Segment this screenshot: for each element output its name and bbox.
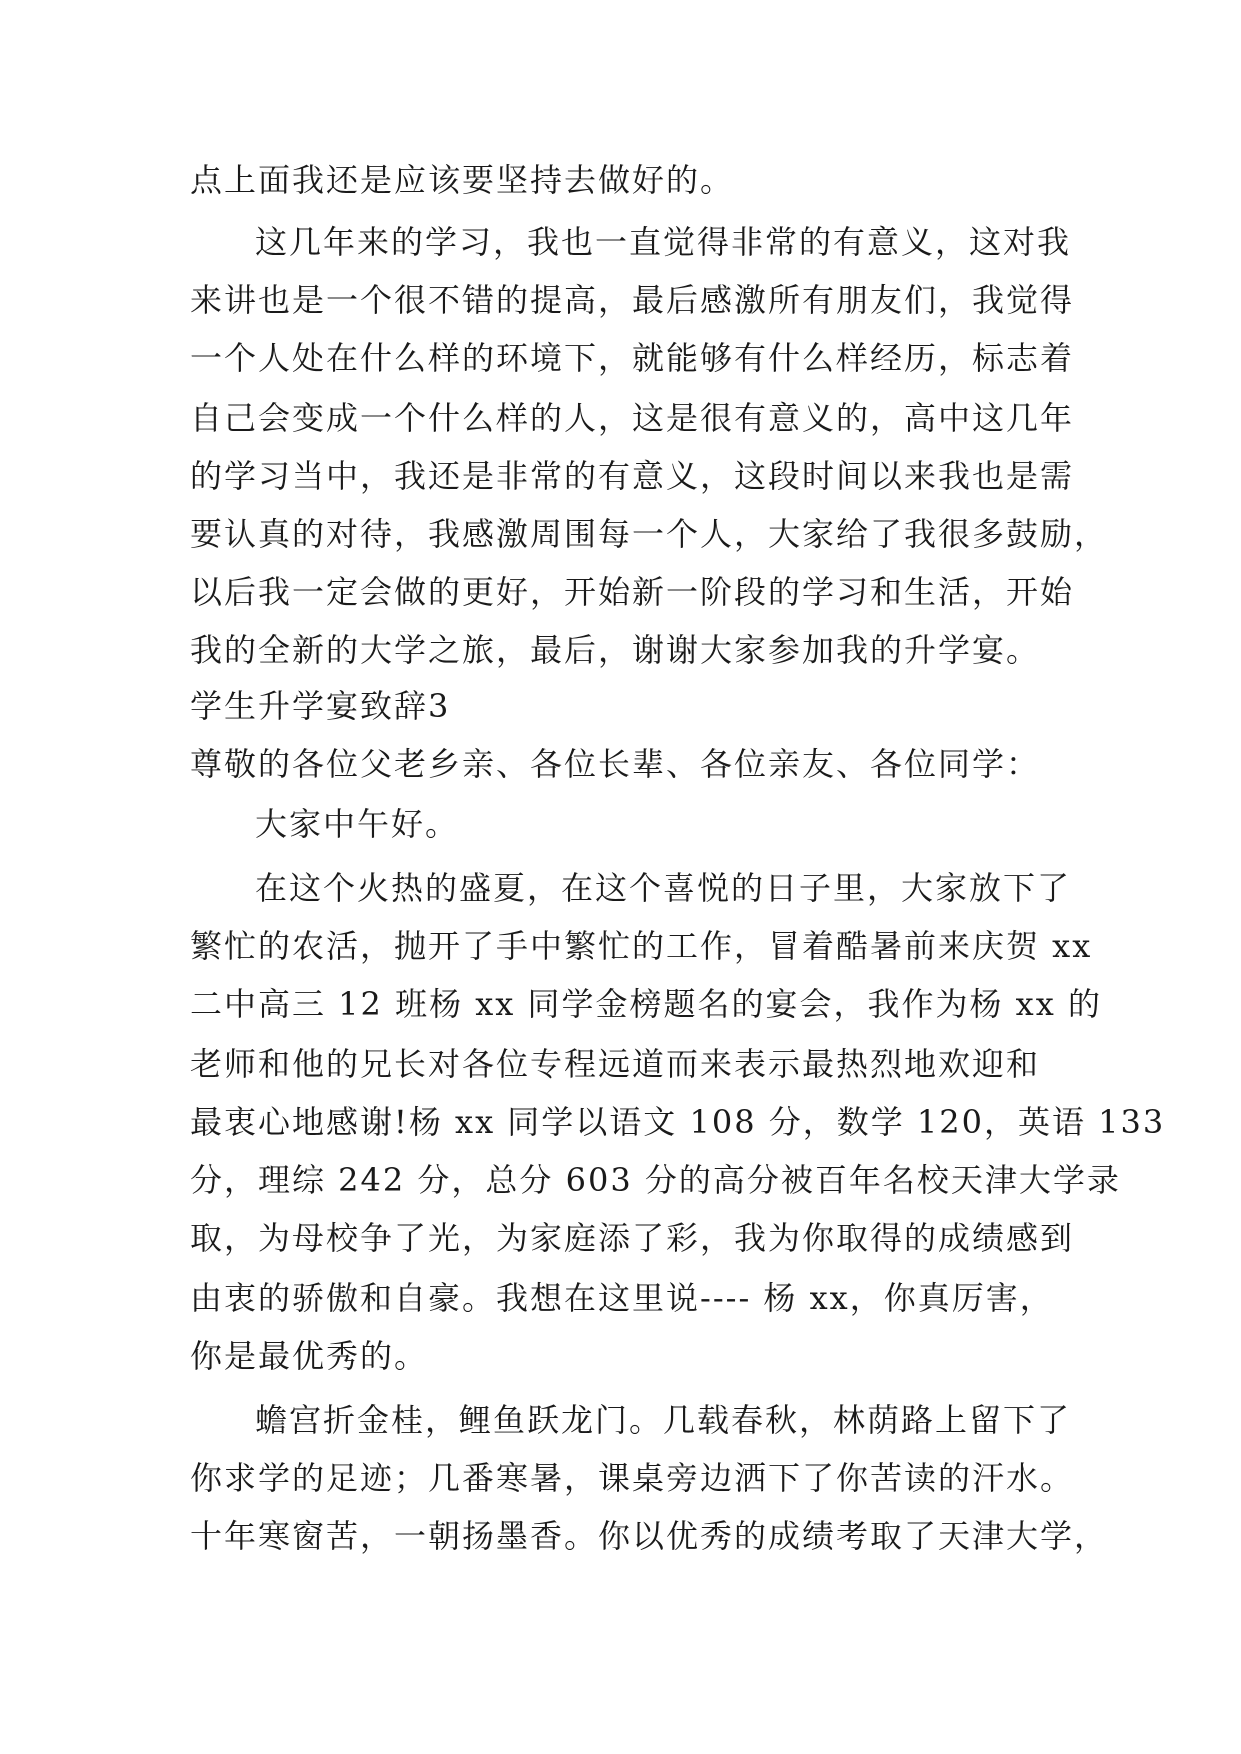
text-line: 取，为母校争了光，为家庭添了彩，我为你取得的成绩感到 <box>190 1219 1075 1257</box>
section-heading: 学生升学宴致辞3 <box>190 687 451 725</box>
text-line: 繁忙的农活，抛开了手中繁忙的工作，冒着酷暑前来庆贺 xx <box>190 927 1093 965</box>
paragraph-start-line: 在这个火热的盛夏，在这个喜悦的日子里，大家放下了 <box>255 869 1072 907</box>
text-line: 老师和他的兄长对各位专程远道而来表示最热烈地欢迎和 <box>190 1045 1041 1083</box>
text-line: 以后我一定会做的更好，开始新一阶段的学习和生活，开始 <box>190 573 1075 611</box>
text-line: 一个人处在什么样的环境下，就能够有什么样经历，标志着 <box>190 339 1075 377</box>
paragraph-start-line: 这几年来的学习，我也一直觉得非常的有意义，这对我 <box>255 223 1072 261</box>
text-line: 二中高三 12 班杨 xx 同学金榜题名的宴会，我作为杨 xx 的 <box>190 985 1102 1023</box>
text-line: 十年寒窗苦，一朝扬墨香。你以优秀的成绩考取了天津大学， <box>190 1517 1109 1555</box>
text-line: 由衷的骄傲和自豪。我想在这里说---- 杨 xx，你真厉害， <box>190 1279 1054 1317</box>
paragraph-start-line: 蟾宫折金桂，鲤鱼跃龙门。几载春秋，林荫路上留下了 <box>255 1401 1072 1439</box>
text-line: 你是最优秀的。 <box>190 1337 429 1375</box>
salutation-line: 尊敬的各位父老乡亲、各位长辈、各位亲友、各位同学： <box>190 745 1041 783</box>
text-line: 分，理综 242 分，总分 603 分的高分被百年名校天津大学录 <box>190 1161 1121 1199</box>
text-line: 点上面我还是应该要坚持去做好的。 <box>190 161 735 199</box>
text-line: 的学习当中，我还是非常的有意义，这段时间以来我也是需 <box>190 457 1075 495</box>
text-line: 你求学的足迹；几番寒暑，课桌旁边洒下了你苦读的汗水。 <box>190 1459 1075 1497</box>
text-line: 来讲也是一个很不错的提高，最后感激所有朋友们，我觉得 <box>190 281 1075 319</box>
text-line: 我的全新的大学之旅，最后，谢谢大家参加我的升学宴。 <box>190 631 1041 669</box>
text-line: 要认真的对待，我感激周围每一个人，大家给了我很多鼓励， <box>190 515 1109 553</box>
greeting-line: 大家中午好。 <box>255 805 460 843</box>
text-line: 最衷心地感谢!杨 xx 同学以语文 108 分，数学 120，英语 133 <box>190 1103 1166 1141</box>
text-line: 自己会变成一个什么样的人，这是很有意义的，高中这几年 <box>190 399 1075 437</box>
